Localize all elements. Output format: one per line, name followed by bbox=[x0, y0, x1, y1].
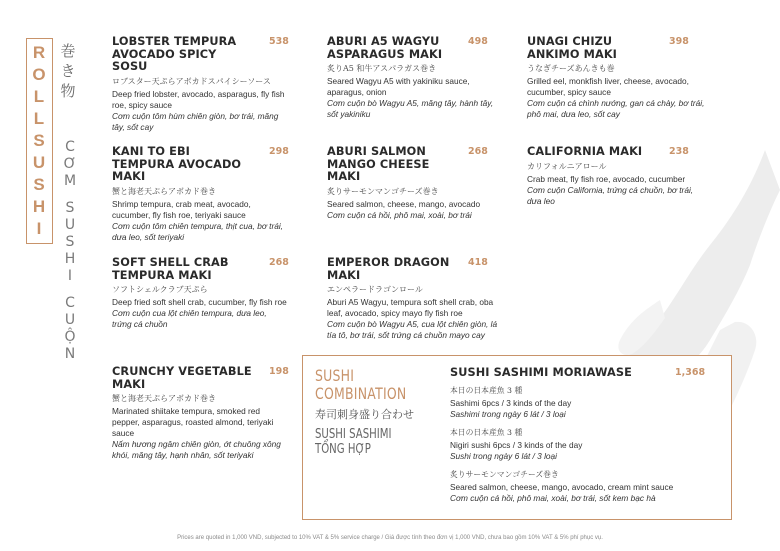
item-japanese-name: カリフォルニアロール bbox=[527, 161, 607, 171]
item-description: Aburi A5 Wagyu, tempura soft shell crab, oba leaf, avocado, spicy mayo fly fish roe bbox=[327, 297, 494, 318]
item-description: Shrimp tempura, crab meat, avocado, cucumber, fly fish roe, teriyaki sauce bbox=[112, 198, 251, 220]
item-price: 268 bbox=[269, 257, 289, 268]
menu-item bbox=[112, 146, 287, 243]
menu-item bbox=[112, 36, 292, 133]
item-description: Grilled eel, monkfish liver, cheese, avocado, cucumber, spicy sauce bbox=[527, 76, 689, 97]
item-vietnamese-description: Cơm cuộn California, trứng cá chuồn, bơ trái, dưa leo bbox=[527, 184, 694, 206]
set-group-description: Sashimi 6pcs / 3 kinds of the day bbox=[450, 397, 572, 408]
menu-item bbox=[527, 146, 707, 207]
item-vietnamese-description: Cơm cuộn cá hồi, phô mai, xoài, bơ trái bbox=[327, 209, 472, 220]
item-price: 268 bbox=[468, 146, 488, 157]
set-group-description: Nigiri sushi 6pcs / 3 kinds of the day bbox=[450, 439, 583, 450]
item-description: Crab meat, fly fish roe, avocado, cucumber bbox=[527, 173, 686, 184]
set-group-vietnamese: Sashimi trong ngày 6 lát / 3 loại bbox=[450, 408, 566, 419]
item-vietnamese-description: Cơm cuộn cá chình nướng, gan cá chày, bơ trái, phô mai, dưa leo, sốt cay bbox=[527, 98, 705, 119]
set-group-japanese: 本日の日本産魚 3 種 bbox=[450, 427, 523, 437]
item-vietnamese-description: Cơm cuộn bò Wagyu A5, măng tây, hành tây, sốt yakiniku bbox=[327, 98, 494, 119]
item-name: SOFT SHELL CRAB TEMPURA MAKI bbox=[112, 256, 229, 282]
item-japanese-name: ソフトシェルクラブ天ぷら bbox=[112, 285, 208, 294]
item-price: 418 bbox=[468, 257, 488, 268]
item-japanese-name: 蟹と海老天ぷらアボカド巻き bbox=[112, 394, 216, 403]
item-description: Marinated shiitake tempura, smoked red pepper, asparagus, roasted almond, teriyaki sauce bbox=[112, 406, 274, 438]
item-name: CALIFORNIA MAKI bbox=[527, 145, 643, 158]
item-description: Seared salmon, cheese, mango, avocado bbox=[327, 198, 481, 209]
menu-item bbox=[327, 257, 502, 341]
item-japanese-name: ロブスター天ぷらアボカドスパイシーソース bbox=[112, 76, 271, 86]
set-name: SUSHI SASHIMI MORIAWASE bbox=[450, 366, 632, 379]
set-price: 1,368 bbox=[675, 367, 706, 378]
set-group-japanese: 本日の日本産魚 3 種 bbox=[450, 385, 523, 395]
menu-item bbox=[327, 36, 497, 120]
item-vietnamese-description: Cơm cuộn bò Wagyu A5, cua lột chiên giòn, lá tía tô, bơ trái, sốt trứng cá chuồn mayo cay bbox=[327, 319, 498, 340]
item-description: Deep fried lobster, avocado, asparagus, fly fish roe, spicy sauce bbox=[112, 88, 285, 110]
item-vietnamese-description: Cơm cuộn tôm chiên tempura, thịt cua, bơ trái, dưa leo, sốt teriyaki bbox=[112, 220, 283, 242]
item-description: Deep fried soft shell crab, cucumber, fly fish roe bbox=[112, 297, 287, 307]
combo-title: SUSHI COMBINATION bbox=[315, 366, 407, 403]
item-vietnamese-description: Nấm hương ngâm chiên giòn, ớt chuông xông khói, măng tây, hạnh nhân, sốt teriyaki bbox=[112, 439, 281, 460]
item-price: 538 bbox=[269, 36, 289, 47]
set-group-description: Seared salmon, cheese, mango, avocado, cream mint sauce bbox=[450, 481, 674, 492]
item-name: KANI TO EBI TEMPURA AVOCADO MAKI bbox=[112, 145, 242, 183]
item-price: 198 bbox=[269, 366, 289, 377]
combo-vietnamese-title: SUSHI SASHIMI TỔNG HỢP bbox=[315, 427, 392, 457]
combo-set-item bbox=[450, 367, 712, 504]
set-group-japanese: 炙りサーモンマンゴチーズ巻き bbox=[450, 469, 559, 479]
item-name: CRUNCHY VEGETABLE MAKI bbox=[112, 365, 252, 391]
item-japanese-name: うなぎチーズあんきも巻 bbox=[527, 64, 615, 73]
item-price: 498 bbox=[468, 36, 488, 47]
item-name: EMPEROR DRAGON MAKI bbox=[327, 256, 450, 282]
item-vietnamese-description: Cơm cuộn cua lột chiên tempura, dưa leo, trứng cá chuồn bbox=[112, 308, 267, 329]
item-name: ABURI SALMON MANGO CHEESE MAKI bbox=[327, 145, 430, 183]
item-price: 398 bbox=[669, 36, 689, 47]
item-japanese-name: 炙りサーモンマンゴチーズ巻き bbox=[327, 186, 439, 196]
item-price: 238 bbox=[669, 146, 689, 157]
item-description: Seared Wagyu A5 with yakiniku sauce, aparagus, onion bbox=[327, 76, 470, 97]
item-japanese-name: エンペラードラゴンロール bbox=[327, 285, 423, 294]
item-japanese-name: 蟹と海老天ぷらアボカド巻き bbox=[112, 186, 216, 196]
section-title-vietnamese: C Ơ M S U S H I C U Ộ N bbox=[63, 139, 77, 362]
item-name: ABURI A5 WAGYU ASPARAGUS MAKI bbox=[327, 35, 443, 61]
item-price: 298 bbox=[269, 146, 289, 157]
price-footnote: Prices are quoted in 1,000 VND, subjected to 10% VAT & 5% service charge / Giá được tính theo đơn vị 1,000 VND, chưa bao gồm 10% VAT & 5% phí phục vụ. bbox=[177, 535, 603, 541]
menu-item bbox=[112, 366, 287, 461]
menu-item bbox=[527, 36, 707, 120]
combo-japanese-title: 寿司刺身盛り合わせ bbox=[315, 408, 414, 421]
menu-item bbox=[112, 257, 287, 330]
item-japanese-name: 炙りA5 和牛アスパラガス巻き bbox=[327, 64, 437, 73]
item-vietnamese-description: Cơm cuộn tôm hùm chiên giòn, bơ trái, măng tây, sốt cay bbox=[112, 110, 279, 132]
set-group-vietnamese: Sushi trong ngày 6 lát / 3 loại bbox=[450, 450, 558, 461]
item-name: UNAGI CHIZU ANKIMO MAKI bbox=[527, 35, 617, 61]
set-group-vietnamese: Cơm cuộn cá hồi, phô mai, xoài, bơ trái, sốt kem bạc hà bbox=[450, 492, 656, 503]
section-title-japanese: 巻 き 物 bbox=[60, 42, 76, 100]
item-name: LOBSTER TEMPURA AVOCADO SPICY SOSU bbox=[112, 35, 237, 73]
menu-item bbox=[327, 146, 497, 221]
section-title-roll-sushi: R O L L S U S H I bbox=[32, 43, 46, 238]
